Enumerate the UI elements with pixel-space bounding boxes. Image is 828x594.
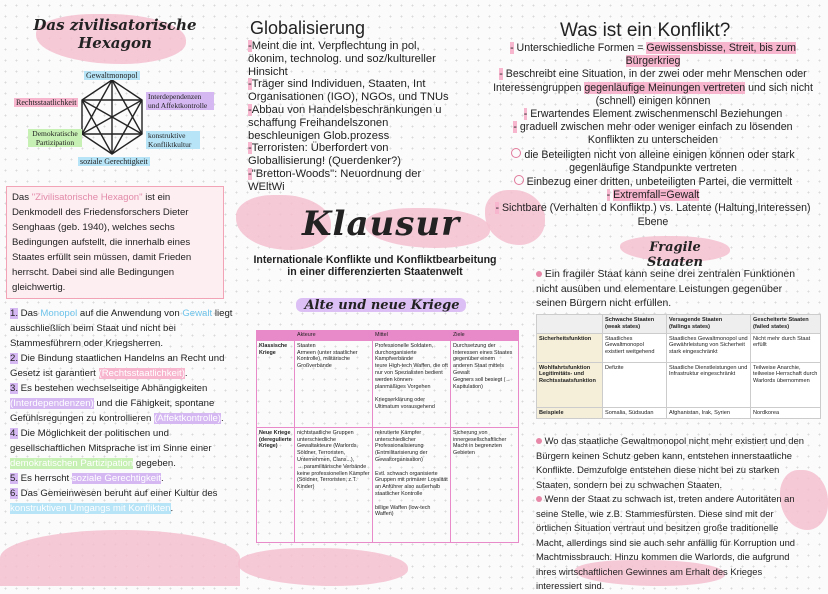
- list-item: 4. Die Möglichkeit der politischen und gesellschaftlichen Mitsprache ist im Sinne einer demokratischen Partizipation gegeben.: [10, 428, 212, 469]
- hexagon-node-partizipation: Demokratische Partizipation: [28, 129, 82, 147]
- kriege-title: Alte und neue Kriege: [304, 298, 460, 313]
- list-item: - Unterschiedliche Formen = Gewissensbisse, Streit, bis zum Bürgerkrieg: [510, 42, 796, 68]
- fragile-intro: Ein fragiler Staat kann seine drei zentralen Funktionen nicht ausüben und elementare Leistungen gegenüber seinen Bürgern nicht erfüllen.: [536, 269, 795, 309]
- table-cell: Nordkorea: [751, 407, 821, 419]
- fragile-table: [536, 314, 821, 419]
- list-item: - Beschreibt eine Situation, in der zwei oder mehr Menschen oder Interessengruppen gegenläufige Meinungen vertreten und sich nicht (schnell) einigen können: [493, 68, 813, 107]
- list-item: die Beteiligten nicht von alleine einigen können oder stark gegenläufige Standpunkte vertreten: [492, 148, 814, 175]
- hexagon-description: [6, 186, 224, 299]
- list-item: - Sichtbare (Verhalten d Konfliktp.) vs. Latente (Haltung,Interessen) Ebene: [495, 202, 811, 228]
- hexagon-node-rechtsstaatlichkeit: Rechtsstaatlichkeit: [16, 98, 77, 107]
- list-item: -Meint die int. Verpflechtung in pol, ökonim, technolog. und soz/kultureller Hinsicht: [248, 40, 436, 78]
- table-cell: nichtstaatliche Gruppen unterschiedliche Gewaltakteure (Warlords, Söldner, Terroristen, Unternehmen, Clans...), → paramilitärische Verbände keine professionellen Kämpfer (Söldner, Terroristen, z.T. Kinder): [295, 427, 373, 542]
- fragile-paragraph-2: Wenn der Staat zu schwach ist, treten andere Autoritäten an seine Stelle, wie z.B. Stammesfürsten. Diese sind mit der örtlichen Situation vertraut und besitzen große traditionelle Macht, allerdings sind sie auch sehr anfällig für Korruption und Machtmissbrauch. Hinzu kommen die Warlords, die aufgrund ihres wirtschaftlichen Gewinnes am Erhalt des Krieges interessiert sind.: [536, 493, 795, 591]
- table-header-row: [257, 331, 519, 341]
- list-item: 3. Es bestehen wechselseitige Abhängigkeiten (Interdependenzen) und die Fähigkeit, spontane Gefühlsregungen zu kontrollieren (Affektkontrolle).: [10, 383, 224, 424]
- decor-blob: [0, 530, 240, 586]
- hexagon-node-konfliktkultur: konstruktive Konfliktkultur: [146, 131, 200, 149]
- list-item: 2. Die Bindung staatlichen Handelns an Recht und Gesetz ist garantiert (Rechtsstaatlichkeit).: [10, 353, 225, 379]
- table-cell: Nicht mehr durch Staat erfüllt: [751, 333, 821, 362]
- list-item: - Erwartendes Element zwischenmenschl Beziehungen: [523, 108, 783, 121]
- list-item: 6. Das Gemeinwesen beruht auf einer Kultur des konstruktiven Umgangs mit Konflikten.: [10, 488, 218, 514]
- table-cell: Teilweise Anarchie, teilweise Herrschaft durch Warlords übernommen: [751, 362, 821, 407]
- hexagon-node-gerechtigkeit: soziale Gerechtigkeit: [80, 157, 148, 166]
- kriege-table: [256, 330, 519, 543]
- table-cell: Sicherheitsfunktion: [537, 333, 603, 362]
- klausur-subtitle-line1: Internationale Konflikte und Konfliktbearbeitung: [253, 254, 497, 266]
- list-item: Einbezug einer dritten, unbeteiligten Partei, die vermittelt: [492, 175, 814, 189]
- table-header-cell: [257, 331, 295, 341]
- table-cell: Durchsetzung der Interessen eines Staates gegenüber einem anderen Staat mittels Gewalt Gegners soll besiegt (→ Kapitulation): [451, 340, 519, 427]
- hexagon-desc-pre: Das: [12, 192, 32, 203]
- list-item: -Abbau von Handelsbeschränkungen u schaffung Freihandelszonen beschleunigen Glob.prozess: [248, 103, 442, 142]
- klausur-subtitle: [244, 254, 506, 278]
- table-cell: Professionelle Soldaten, durchorganisierte Kampfverbände teure High-tech Waffen, die oft nur von Spezialisten bedient werden können planmäßiges Vorgehen Kriegserklärung oder Ultimatum vorausgehend: [373, 340, 451, 427]
- table-cell: Wohlfahrtsfunktion Legitimitäts- und Rechtsstaatsfunktion: [537, 362, 603, 407]
- table-cell: Klassische Kriege: [257, 340, 295, 427]
- fragile-title: Fragile Staaten: [647, 240, 703, 270]
- table-cell: rekrutierte Kämpfer unterschiedlicher Professionalisierung (Entmilitarisierung der Gewaltorganisation) Evtl. schwach organisierte Gruppen mit primärer Loyalität an Anführer also außerhalb staatlicher Kontrolle billige Waffen (low-tech Waffen): [373, 427, 451, 542]
- table-row: [257, 427, 519, 542]
- table-cell: Beispiele: [537, 407, 603, 419]
- table-cell: Staaten Armeen (unter staatlicher Kontrolle), militärische Großverbände: [295, 340, 373, 427]
- konflikt-list: [492, 42, 814, 229]
- hexagon-desc-highlight: "Zivilisatorische Hexagon": [31, 192, 143, 203]
- decor-blob: [238, 548, 408, 586]
- list-item: - Extremfall=Gewalt: [606, 189, 700, 202]
- table-header-cell: Gescheiterte Staaten (failed states): [751, 315, 821, 334]
- globalisierung-list: [248, 40, 460, 194]
- fragile-paragraph-1: Wo das staatliche Gewaltmonopol nicht mehr existiert und den Bürgern keinen Schutz geben kann, entstehen innerstaatliche Konflikte. Demzufolge entstehen diese nicht bei zu starken Staaten, sondern bei zu schwachen Staaten.: [536, 435, 804, 490]
- hexagon-lines: [82, 80, 142, 154]
- table-header-cell: Ziele: [451, 331, 519, 341]
- klausur-title: Klausur: [302, 204, 460, 244]
- table-cell: Afghanistan, Irak, Syrien: [667, 407, 751, 419]
- fragile-paragraphs: [536, 434, 808, 594]
- table-header-cell: Akteure: [295, 331, 373, 341]
- hexagon-title: [30, 16, 200, 52]
- list-item: 1. Das Monopol auf die Anwendung von Gewalt liegt ausschließlich beim Staat und nicht bei Stammesführern oder Kriegsherren.: [10, 308, 233, 349]
- hexagon-node-gewaltmonopol: Gewaltmonopol: [86, 71, 138, 80]
- table-header-cell: Schwache Staaten (weak states): [603, 315, 667, 334]
- table-cell: Staatliches Gewaltmonopol existiert weitgehend: [603, 333, 667, 362]
- list-item: -Terroristen: Überfordert von Globallisierung! (Querdenker?): [248, 142, 401, 168]
- table-cell: Staatliche Dienstleistungen und Infrastruktur eingeschränkt: [667, 362, 751, 407]
- table-cell: Somalia, Südsudan: [603, 407, 667, 419]
- konflikt-title: Was ist ein Konflikt?: [560, 20, 731, 41]
- klausur-subtitle-line2: in einer differenzierten Staatenwelt: [287, 266, 463, 278]
- hexagon-title-line2: Hexagon: [78, 34, 152, 52]
- list-item: 5. Es herrscht soziale Gerechtigkeit.: [10, 473, 164, 484]
- table-cell: Staatliches Gewaltmonopol und Gewährleistung von Sicherheit stark eingeschränkt: [667, 333, 751, 362]
- table-row: [537, 407, 821, 419]
- hexagon-title-line1: Das zivilisatorische: [33, 16, 197, 34]
- table-row: [537, 362, 821, 407]
- table-header-row: [537, 315, 821, 334]
- table-header-cell: Mittel: [373, 331, 451, 341]
- list-item: -"Bretton-Woods": Neuordnung der WEltWi: [248, 167, 422, 193]
- hexagon-conditions-list: [10, 306, 242, 516]
- table-cell: Sicherung von innergesellschaftlicher Macht in begrenzten Gebieten: [451, 427, 519, 542]
- globalisierung-title: Globalisierung: [250, 18, 366, 38]
- table-row: [257, 340, 519, 427]
- table-cell: Neue Kriege (deregulierte Kriege): [257, 427, 295, 542]
- table-row: [537, 333, 821, 362]
- hexagon-desc-post: ist ein Denkmodell des Friedensforschers Dieter Senghaas (geb. 1940), welches sechs Bedingungen aufstellt, die innerhalb eines Staates erfüllt sein müssen, damit Frieden herrscht. Dabei sind alle Bedingungen gleichwertig.: [12, 192, 192, 293]
- table-header-cell: Versagende Staaten (failings states): [667, 315, 751, 334]
- list-item: - graduell zwischen mehr oder weniger einfach zu lösenden Konflikten zu unterscheiden: [513, 121, 793, 147]
- hexagon-node-interdependenzen: Interdependenzen und Affektkontrolle: [146, 92, 214, 110]
- list-item: -Träger sind Individuen, Staaten, Int Organisationen (IGO), NGOs, und TNUs: [248, 78, 449, 104]
- table-cell: Defizite: [603, 362, 667, 407]
- table-header-cell: [537, 315, 603, 334]
